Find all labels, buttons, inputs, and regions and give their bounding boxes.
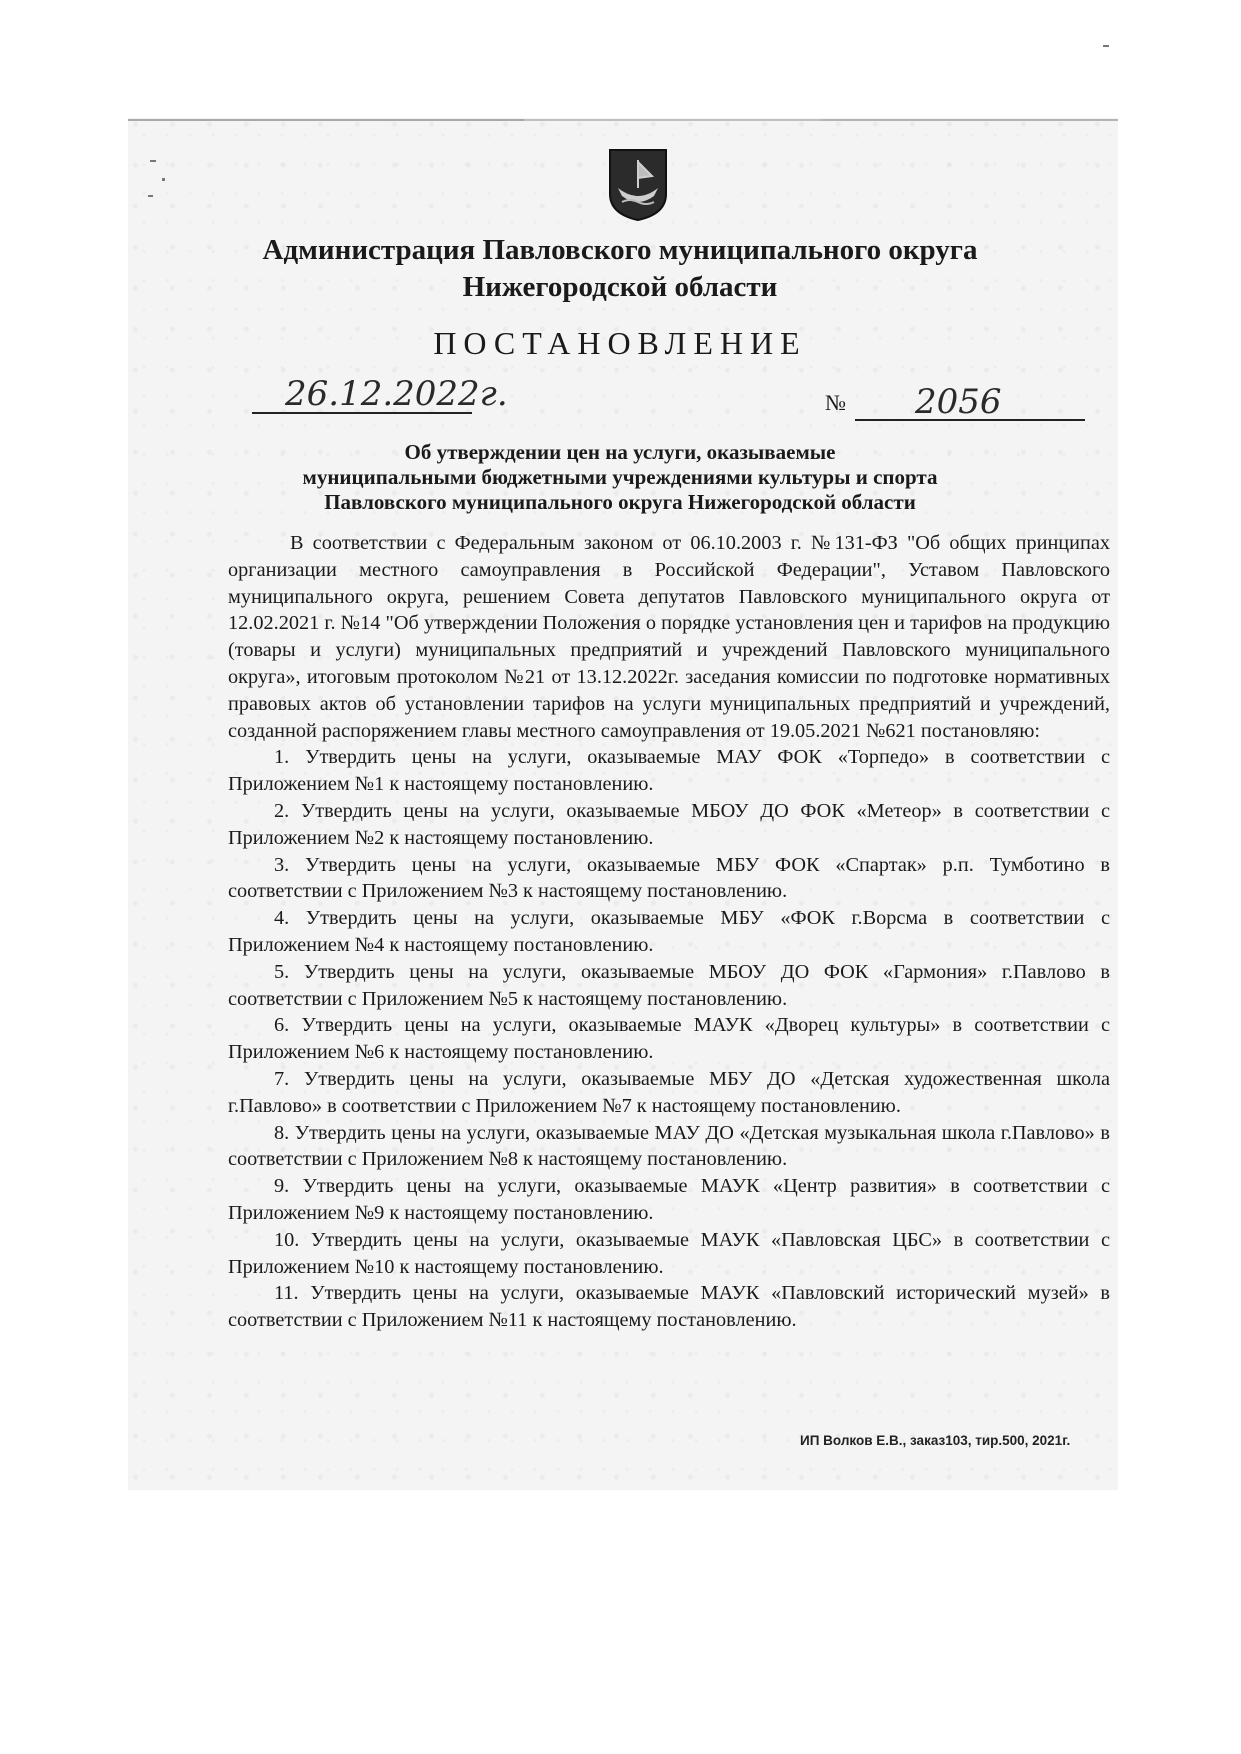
handwritten-date: 26.12.2022г. <box>285 374 508 414</box>
decree-item: 4. Утвердить цены на услуги, оказываемые МБУ «ФОК г.Ворсма в соответствии с Приложением №4 к настоящему постановлению. <box>228 907 1110 956</box>
scan-speck <box>1103 45 1109 47</box>
subject-line-1: Об утверждении цен на услуги, оказываемые <box>404 440 836 464</box>
decree-item: 7. Утвердить цены на услуги, оказываемые МБУ ДО «Детская художественная школа г.Павлово» в соответствии с Приложением №7 к настоящему постановлению. <box>228 1067 1110 1117</box>
subject-line-3: Павловского муниципального округа Нижегородской области <box>324 490 916 514</box>
decree-item: 1. Утвердить цены на услуги, оказываемые МАУ ФОК «Торпедо» в соответствии с Приложением №1 к настоящему постановлению. <box>228 746 1110 796</box>
number-label: № <box>825 390 846 415</box>
handwritten-number: 2056 <box>915 382 1002 422</box>
document-type: ПОСТАНОВЛЕНИЕ <box>433 325 807 361</box>
decree-item: 8. Утвердить цены на услуги, оказываемые МАУ ДО «Детская музыкальная школа г.Павлово» в соответствии с Приложением №8 к настоящему постановлению. <box>228 1121 1110 1171</box>
scan-edge-line <box>128 119 1118 121</box>
decree-item: 9. Утвердить цены на услуги, оказываемые МАУК «Центр развития» в соответствии с Приложением №9 к настоящему постановлению. <box>228 1175 1110 1224</box>
organization-line-1: Администрация Павловского муниципального округа <box>262 234 978 266</box>
decree-item: 11. Утвердить цены на услуги, оказываемые МАУК «Павловский исторический музей» в соответствии с Приложением №11 к настоящему постановлению. <box>228 1282 1110 1332</box>
organization-line-2: Нижегородской области <box>462 271 778 303</box>
decree-subject <box>200 440 1040 515</box>
preamble: В соответствии с Федеральным законом от 06.10.2003 г. №131-ФЗ "Об общих принципах организации местного самоуправления в Российской Федерации", Уставом Павловского муниципального округа, решением Совета депутатов Павловского муниципального округа от 12.02.2021 г. №14 "Об утверждении Положения о порядке установления цен и тарифов на продукцию (товары и услуги) муниципальных предприятий и учреждений Павловского муниципального округа», итоговым протоколом №21 от 13.12.2022г. заседания комиссии по подготовке нормативных правовых актов об установлении тарифов на услуги муниципальных предприятий и учреждений, созданной распоряжением главы местного самоуправления от 19.05.2021 №621 постановляю: <box>228 532 1110 742</box>
decree-item: 6. Утвердить цены на услуги, оказываемые МАУК «Дворец культуры» в соответствии с Приложением №6 к настоящему постановлению. <box>228 1014 1110 1064</box>
scan-speck <box>150 160 156 162</box>
decree-item: 2. Утвердить цены на услуги, оказываемые МБОУ ДО ФОК «Метеор» в соответствии с Приложением №2 к настоящему постановлению. <box>228 799 1110 849</box>
decree-item: 3. Утвердить цены на услуги, оказываемые МБУ ФОК «Спартак» р.п. Тумботино в соответствии с Приложением №3 к настоящему постановлению. <box>228 853 1110 903</box>
number-underline <box>855 419 1085 421</box>
printer-note: ИП Волков Е.В., заказ103, тир.500, 2021г. <box>800 1433 1071 1448</box>
decree-body <box>228 530 1110 1334</box>
scan-speck <box>162 178 165 181</box>
decree-item: 5. Утвердить цены на услуги, оказываемые МБОУ ДО ФОК «Гармония» г.Павлово в соответствии с Приложением №5 к настоящему постановлению. <box>228 960 1110 1010</box>
organization-name <box>200 232 1040 306</box>
date-underline <box>252 412 472 414</box>
decree-item: 10. Утвердить цены на услуги, оказываемые МАУК «Павловская ЦБС» в соответствии с Приложением №10 к настоящему постановлению. <box>228 1228 1110 1278</box>
subject-line-2: муниципальными бюджетными учреждениями культуры и спорта <box>302 465 938 489</box>
coat-of-arms-icon <box>608 148 668 222</box>
scan-speck <box>148 195 153 197</box>
